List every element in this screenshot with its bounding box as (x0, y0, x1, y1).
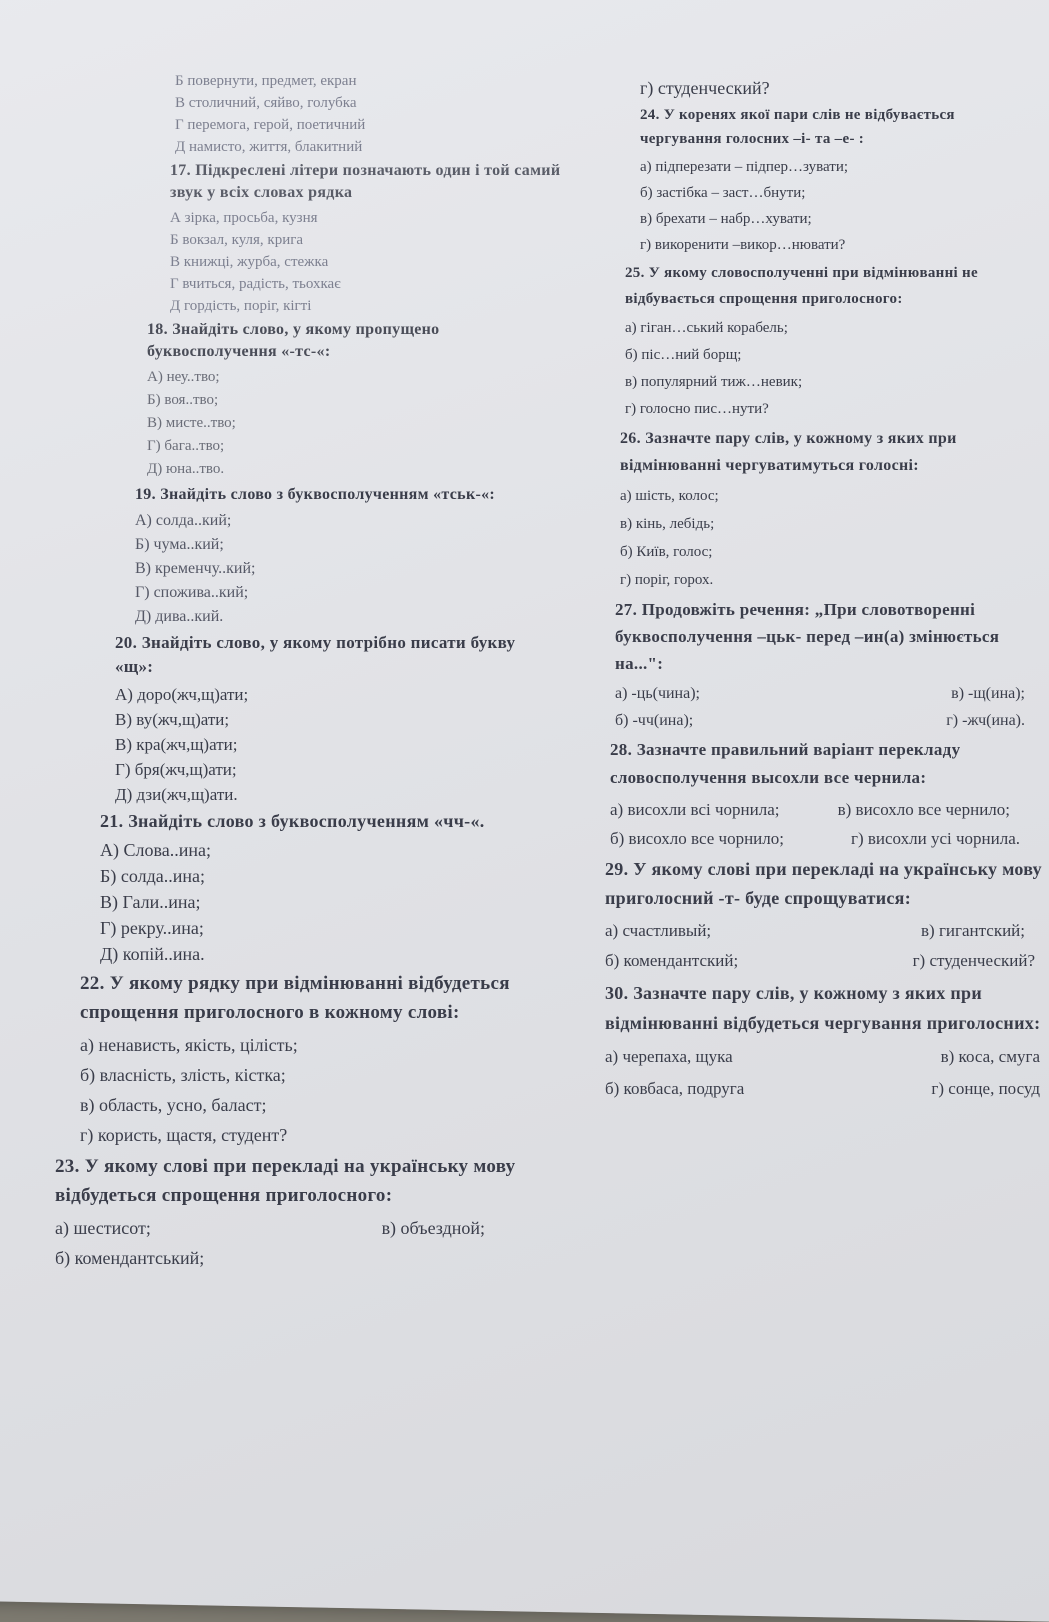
top-fragment (175, 70, 535, 158)
question-text: 20. Знайдіть слово, у якому потрібно писати букву «щ»: (115, 633, 516, 676)
question-17 (170, 160, 565, 317)
question-text: 26. Зазначте пару слів, у кожному з яких при відмінюванні чергуватимуться голосні: (620, 430, 957, 474)
option: а) гіган…ський корабель; (625, 320, 788, 336)
option: в) коса, смуга (940, 1047, 1040, 1066)
option: а) ненависть, якість, цілість; (80, 1035, 298, 1055)
question-29 (605, 855, 1045, 976)
option: б) піс…ний борщ; (625, 347, 742, 363)
option: Г) бага..тво; (147, 438, 225, 454)
option: б) комендантский; (605, 951, 739, 970)
option: А) Слова..ина; (100, 840, 211, 860)
option: б) застібка – заст…бнути; (640, 185, 806, 201)
option: б) власність, злість, кістка; (80, 1065, 286, 1085)
option: В) Гали..ина; (100, 892, 201, 912)
option: г) голосно пис…нути? (625, 401, 769, 417)
list-item: Б повернути, предмет, екран (175, 73, 357, 89)
option: б) висохло все чорнило; (610, 829, 784, 848)
option: в) гигантский; (921, 921, 1025, 940)
option: в) -щ(ина); (951, 685, 1025, 702)
question-20 (115, 631, 535, 807)
option: Д) дива..кий. (135, 608, 224, 625)
option: А) солда..кий; (135, 512, 232, 529)
question-text: 21. Знайдіть слово з буквосполученням «чч-«. (100, 811, 485, 831)
option: г) студенческий? (912, 951, 1035, 970)
question-22 (80, 969, 540, 1150)
option: Б) воя..тво; (147, 392, 219, 408)
question-text: 24. У коренях якої пари слів не відбувається чергування голосних –і- та –е- : (640, 107, 955, 147)
option: в) популярний тиж…невик; (625, 374, 803, 390)
list-item: Г перемога, герой, поетичний (175, 117, 366, 133)
option: б) -чч(ина); (615, 712, 694, 729)
question-30 (605, 978, 1045, 1105)
option: В) кременчу..кий; (135, 560, 256, 577)
option: А) неу..тво; (147, 369, 220, 385)
question-text: 28. Зазначте правильний варіант перекладу словосполучення высохли все чернила: (610, 740, 961, 787)
option: Д) дзи(жч,щ)ати. (115, 785, 238, 804)
option: Г) бря(жч,щ)ати; (115, 760, 237, 779)
option: б) Київ, голос; (620, 544, 713, 560)
option: Б) солда..ина; (100, 866, 205, 886)
option: в) брехати – набр…хувати; (640, 211, 812, 227)
question-24 (640, 103, 1035, 258)
question-18 (147, 319, 547, 481)
option: Д) юна..тво. (147, 461, 225, 477)
option: г) викоренити –викор…нювати? (640, 237, 846, 253)
option: Б) чума..кий; (135, 536, 224, 553)
option: В книжці, журба, стежка (170, 254, 329, 270)
option: А) доро(жч,щ)ати; (115, 685, 249, 704)
option: А зірка, просьба, кузня (170, 210, 318, 226)
question-text: 23. У якому слові при перекладі на українську мову відбудеться спрощення приголосного: (55, 1156, 516, 1206)
question-23 (55, 1152, 525, 1273)
list-item: Д намисто, життя, блакитний (175, 139, 363, 155)
option: Г вчиться, радість, тьохкає (170, 276, 341, 292)
option: г) висохли усі чорнила. (850, 829, 1020, 848)
question-text: 17. Підкреслені літери позначають один і той самий звук у всіх словах рядка (170, 162, 561, 201)
option: в) висохло все чернило; (837, 800, 1010, 819)
question-text: 19. Знайдіть слово з буквосполученням «тськ-«: (135, 486, 496, 503)
question-25 (625, 260, 1035, 423)
question-26 (620, 425, 1045, 594)
option: б) комендантський; (55, 1248, 205, 1268)
option: а) счастливый; (605, 921, 712, 940)
option: Д) копій..ина. (100, 944, 205, 964)
option: г) поріг, горох. (620, 572, 714, 588)
option: г) студенческий? (640, 78, 770, 98)
option: а) черепаха, щука (605, 1047, 733, 1066)
question-text: 27. Продовжіть речення: „При словотворенні буквосполучення –цьк- перед –ин(а) змінюється на...": (615, 600, 1000, 673)
option: Д гордість, поріг, кігті (170, 298, 312, 314)
option: а) висохли всі чорнила; (610, 800, 780, 819)
option: Б вокзал, куля, крига (170, 232, 304, 248)
question-text: 25. У якому словосполученні при відмінюванні не відбувається спрощення приголосного: (625, 265, 978, 307)
question-19 (135, 483, 535, 629)
question-text: 30. Зазначте пару слів, у кожному з яких при відмінюванні відбудеться чергування приголосних: (605, 983, 1041, 1033)
option: а) -ць(чина); (615, 685, 700, 702)
option: в) область, усно, баласт; (80, 1095, 267, 1115)
option: г) користь, щастя, студент? (80, 1125, 288, 1145)
option: а) шість, колос; (620, 488, 719, 504)
question-27 (615, 596, 1035, 734)
option: а) шестисот; (55, 1218, 151, 1238)
option: Г) рекру..ина; (100, 918, 204, 938)
option: г) -жч(ина). (946, 712, 1025, 729)
question-21 (100, 809, 550, 967)
question-text: 29. У якому слові при перекладі на українську мову приголосний -т- буде спрощуватися: (605, 859, 1042, 908)
question-text: 22. У якому рядку при відмінюванні відбудеться спрощення приголосного в кожному слові: (80, 973, 510, 1023)
option: В) ву(жч,щ)ати; (115, 710, 230, 729)
option: б) ковбаса, подруга (605, 1079, 745, 1098)
option: в) кінь, лебідь; (620, 516, 715, 532)
question-text: 18. Знайдіть слово, у якому пропущено буквосполучення «-тс-«: (147, 321, 440, 360)
left-column (55, 70, 561, 1273)
list-item: В столичний, сяйво, голубка (175, 95, 357, 111)
option: Г) спожива..кий; (135, 584, 249, 601)
option: г) сонце, посуд (931, 1079, 1040, 1098)
option: В) кра(жч,щ)ати; (115, 735, 238, 754)
right-column (605, 75, 1049, 1105)
option: а) підперезати – підпер…зувати; (640, 159, 849, 175)
option: В) мисте..тво; (147, 415, 236, 431)
option: в) объездной; (381, 1218, 485, 1238)
question-28 (610, 736, 1045, 853)
